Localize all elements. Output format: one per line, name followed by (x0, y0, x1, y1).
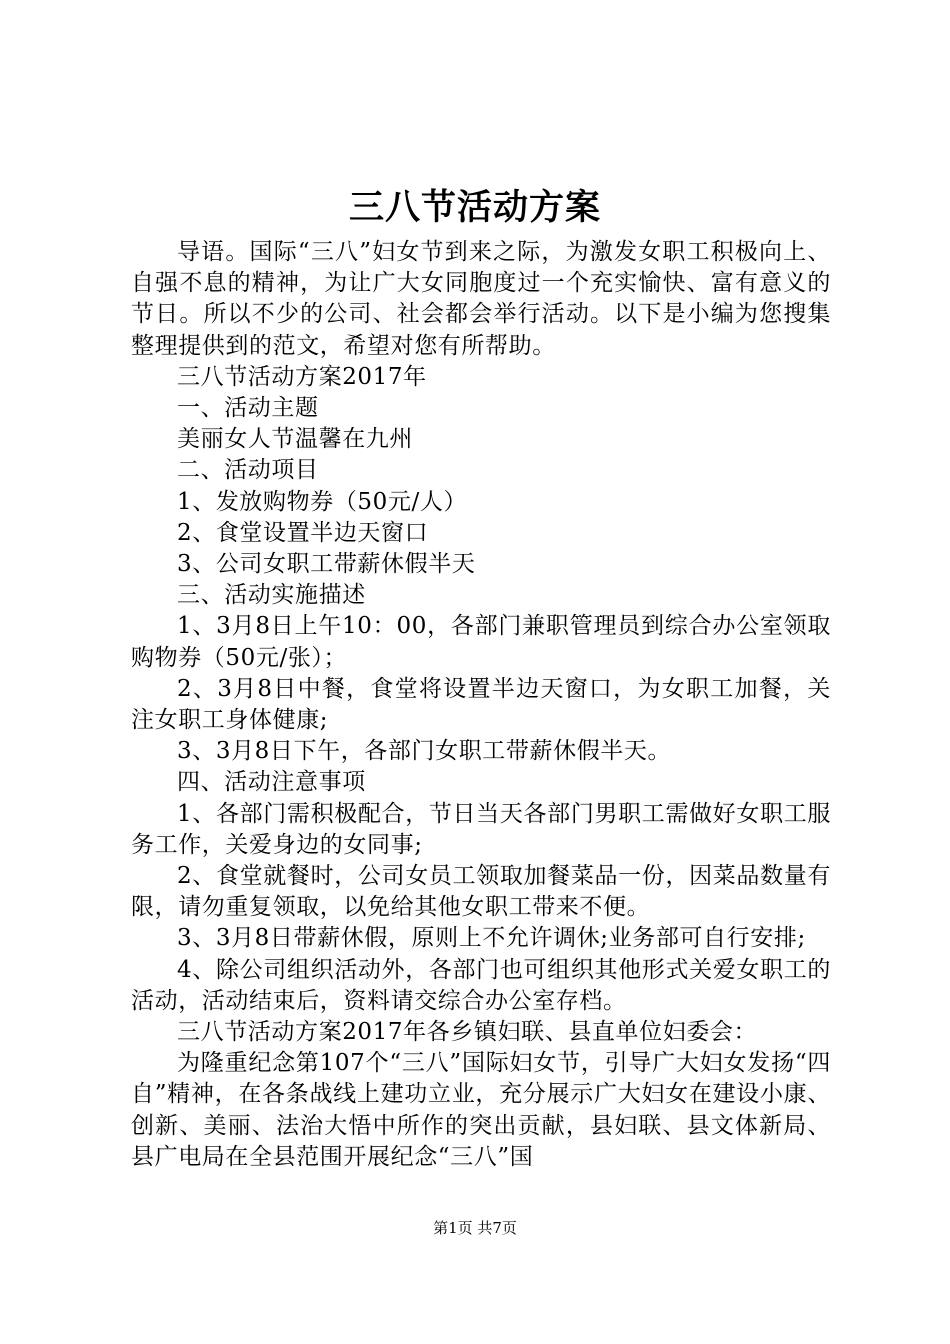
paragraph: 导语。国际“三八”妇女节到来之际，为激发女职工积极向上、自强不息的精神，为让广大女同胞度过一个充实愉快、富有意义的节日。所以不少的公司、社会都会举行活动。以下是小编为您搜集整理提供到的范文，希望对您有所帮助。 (131, 239, 831, 359)
paragraph: 2、食堂设置半边天窗口 (177, 519, 429, 546)
paragraph: 三八节活动方案2017年各乡镇妇联、县直单位妇委会： (177, 1019, 758, 1046)
paragraph: 1、发放购物券（50元/人） (177, 488, 468, 515)
document-body (131, 237, 831, 1173)
paragraph: 2、食堂就餐时，公司女员工领取加餐菜品一份，因菜品数量有限，请勿重复领取，以免给其他女职工带来不便。 (131, 863, 831, 921)
paragraph: 为隆重纪念第107个“三八”国际妇女节，引导广大妇女发扬“四自”精神，在各条战线上建功立业，充分展示广大妇女在建设小康、创新、美丽、法治大悟中所作的突出贡献，县妇联、县文体新局、县广电局在全县范围开展纪念“三八”国 (131, 1050, 831, 1170)
paragraph: 三、活动实施描述 (177, 582, 366, 609)
paragraph: 1、各部门需积极配合，节日当天各部门男职工需做好女职工服务工作，关爱身边的女同事; (131, 800, 831, 858)
paragraph: 美丽女人节温馨在九州 (177, 426, 413, 453)
paragraph: 4、除公司组织活动外，各部门也可组织其他形式关爱女职工的活动，活动结束后，资料请交综合办公室存档。 (131, 956, 831, 1014)
paragraph: 3、公司女职工带薪休假半天 (177, 551, 476, 578)
paragraph: 二、活动项目 (177, 457, 319, 484)
paragraph: 3、3月8日带薪休假，原则上不允许调休;业务部可自行安排; (177, 925, 806, 952)
document-title: 三八节活动方案 (348, 187, 601, 228)
paragraph: 四、活动注意事项 (177, 769, 366, 796)
paragraph: 1、3月8日上午10：00，各部门兼职管理员到综合办公室领取购物券（50元/张）； (131, 613, 831, 671)
paragraph: 2、3月8日中餐，食堂将设置半边天窗口，为女职工加餐，关注女职工身体健康; (131, 675, 831, 734)
paragraph: 3、3月8日下午，各部门女职工带薪休假半天。 (177, 738, 672, 765)
page-number-footer: 第1页 共7页 (433, 1219, 517, 1237)
paragraph: 一、活动主题 (177, 395, 319, 422)
paragraph: 三八节活动方案2017年 (177, 363, 427, 390)
